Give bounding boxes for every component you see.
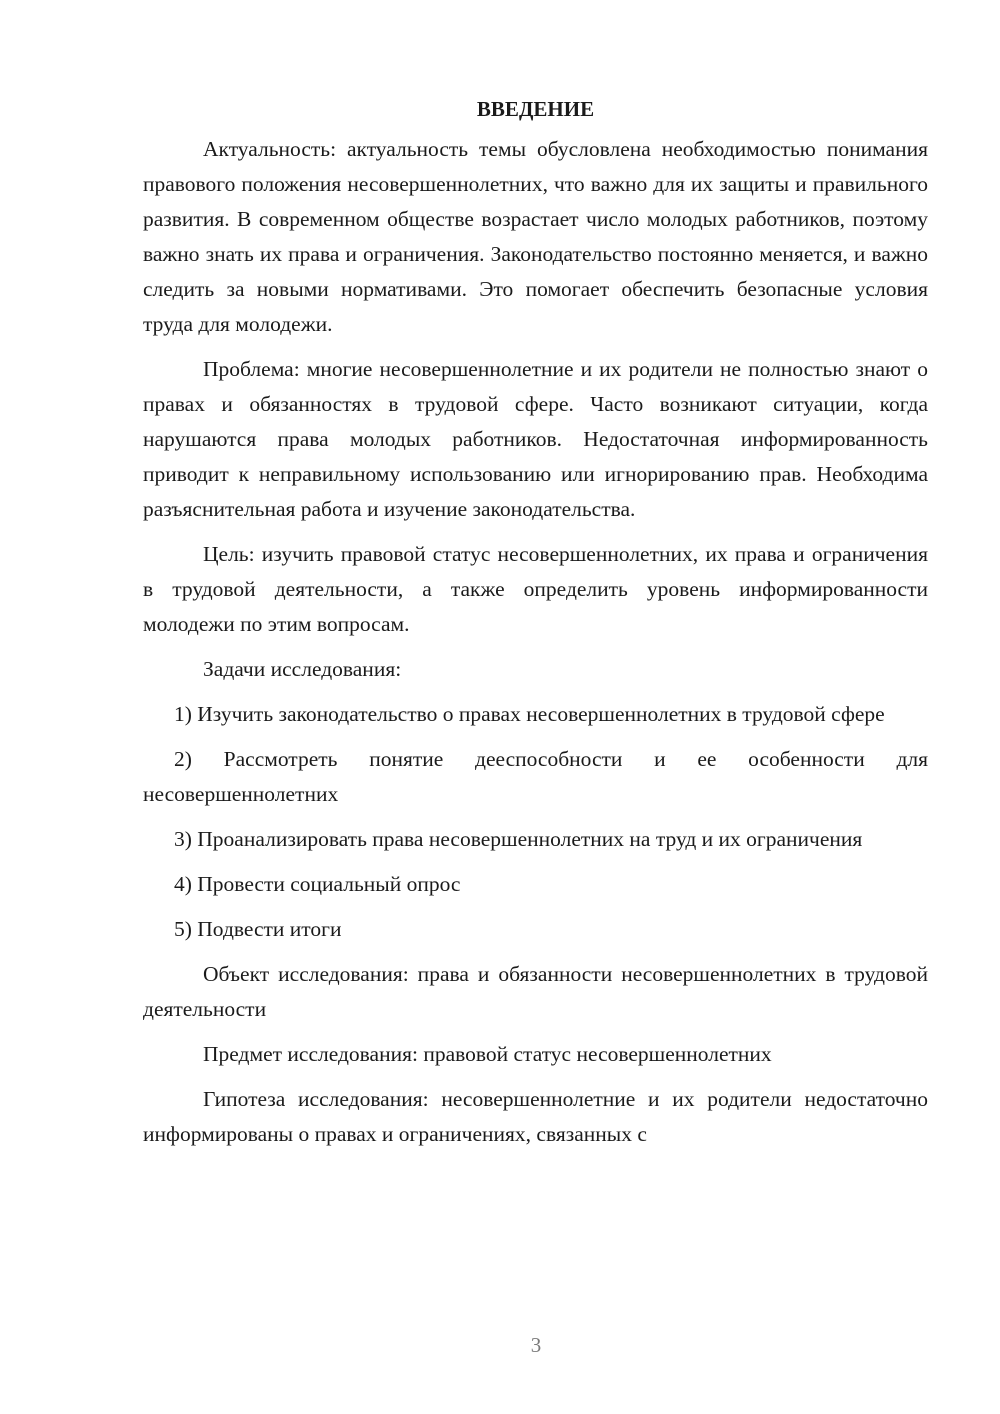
page-number: 3 (530, 1333, 542, 1357)
paragraph-relevance: Актуальность: актуальность темы обусловлена необходимостью понимания правового положения несовершеннолетних, что важно для их защиты и правильного развития. В современном обществе возрастает число молодых работников, поэтому важно знать их права и ограничения. Законодательство постоянно меняется, и важно следить за новыми нормативами. Это помогает обеспечить безопасные условия труда для молодежи. (143, 137, 928, 336)
document-title: ВВЕДЕНИЕ (476, 97, 595, 121)
list-item-task-4: 4) Провести социальный опрос (174, 872, 461, 896)
document-page (143, 92, 928, 1162)
paragraph-problem: Проблема: многие несовершеннолетние и их родители не полностью знают о правах и обязанностях в трудовой сфере. Часто возникают ситуации, когда нарушаются права молодых работников. Недостаточная информированность приводит к неправильному использованию или игнорированию прав. Необходима разъяснительная работа и изучение законодательства. (143, 357, 928, 521)
paragraph-object: Объект исследования: права и обязанности несовершеннолетних в трудовой деятельности (143, 962, 928, 1021)
paragraph-hypothesis: Гипотеза исследования: несовершеннолетние и их родители недостаточно информированы о правах и ограничениях, связанных с (143, 1087, 928, 1146)
paragraph-subject: Предмет исследования: правовой статус несовершеннолетних (203, 1042, 772, 1066)
list-item-task-5: 5) Подвести итоги (174, 917, 342, 941)
tasks-heading: Задачи исследования: (203, 657, 402, 681)
paragraph-goal: Цель: изучить правовой статус несовершеннолетних, их права и ограничения в трудовой деятельности, а также определить уровень информированности молодежи по этим вопросам. (143, 542, 928, 636)
list-item-task-1: 1) Изучить законодательство о правах несовершеннолетних в трудовой сфере (174, 702, 885, 726)
list-item-task-2: 2) Рассмотреть понятие дееспособности и ее особенности для несовершеннолетних (143, 747, 928, 806)
list-item-task-3: 3) Проанализировать права несовершеннолетних на труд и их ограничения (174, 827, 863, 851)
